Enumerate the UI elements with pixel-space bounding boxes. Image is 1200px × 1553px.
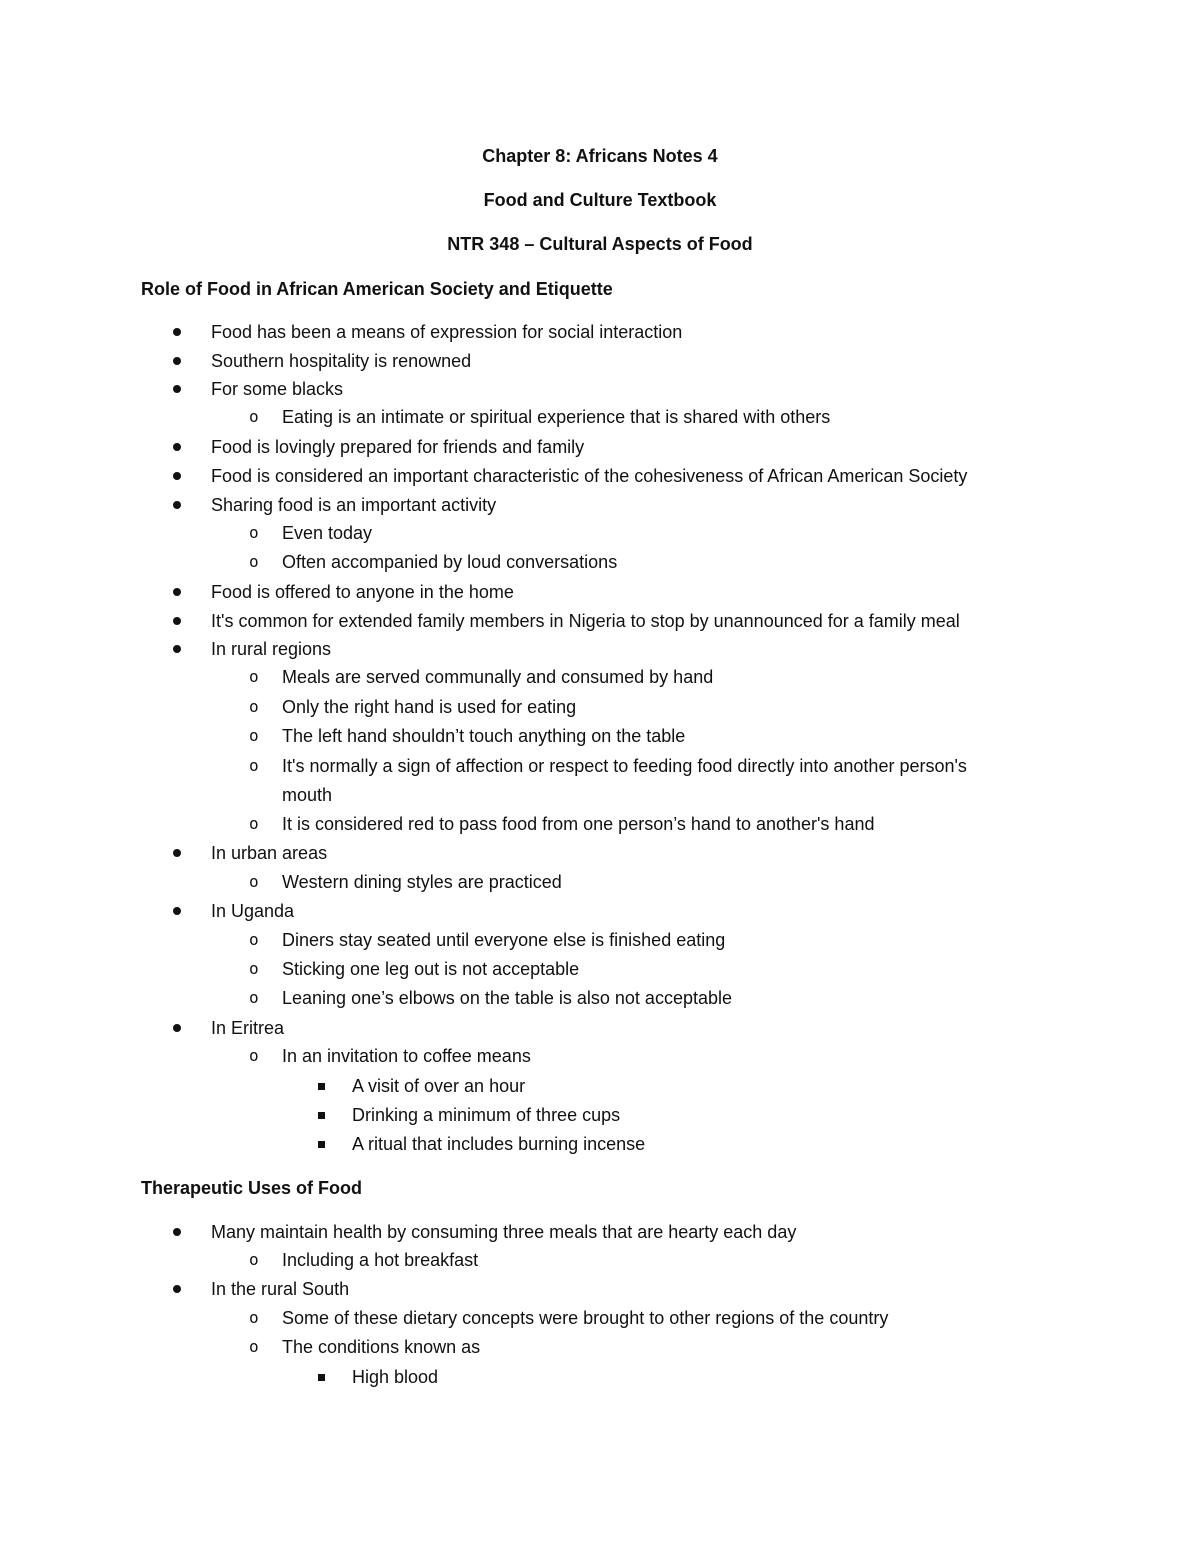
list-item: o Often accompanied by loud conversations	[249, 552, 618, 572]
bullet-icon	[173, 849, 181, 857]
circle-bullet-icon: o	[249, 523, 259, 542]
square-bullet-icon	[318, 1083, 325, 1090]
list-item: Sharing food is an important activity	[211, 493, 496, 517]
section-heading-therapeutic-uses: Therapeutic Uses of Food	[141, 1178, 363, 1198]
list-item: o Western dining styles are practiced	[249, 872, 562, 892]
circle-bullet-icon: o	[249, 1250, 259, 1269]
list-item: o Eating is an intimate or spiritual experience that is shared with others	[249, 407, 831, 427]
document-title: Chapter 8: Africans Notes 4	[482, 146, 718, 166]
list-item: Food is offered to anyone in the home	[211, 580, 514, 604]
circle-bullet-icon: o	[249, 1308, 259, 1327]
bullet-icon	[173, 443, 181, 451]
circle-bullet-icon: o	[249, 726, 259, 745]
list-item: In urban areas	[211, 841, 327, 865]
list-item: A ritual that includes burning incense	[352, 1132, 645, 1156]
circle-bullet-icon: o	[249, 407, 259, 426]
list-item: Many maintain health by consuming three meals that are hearty each day	[211, 1220, 796, 1244]
circle-bullet-icon: o	[249, 1337, 259, 1356]
list-item: o Only the right hand is used for eating	[249, 697, 577, 717]
list-item: In the rural South	[211, 1277, 349, 1301]
circle-bullet-icon: o	[249, 552, 259, 571]
list-item: o The conditions known as	[249, 1337, 481, 1357]
bullet-icon	[173, 472, 181, 480]
list-item: o Even today	[249, 523, 373, 543]
bullet-icon	[173, 1285, 181, 1293]
section-heading-role-of-food: Role of Food in African American Society and Etiquette	[141, 279, 613, 299]
square-bullet-icon	[318, 1374, 325, 1381]
list-item: In Eritrea	[211, 1016, 284, 1040]
circle-bullet-icon: o	[249, 959, 259, 978]
list-item: A visit of over an hour	[352, 1074, 525, 1098]
list-item: o In an invitation to coffee means	[249, 1046, 531, 1066]
list-item: Food has been a means of expression for social interaction	[211, 320, 682, 344]
square-bullet-icon	[318, 1141, 325, 1148]
list-item: o It is considered red to pass food from one person’s hand to another's hand	[249, 814, 875, 834]
list-item: o It's normally a sign of affection or respect to feeding food directly into another person's	[249, 756, 967, 776]
list-item: Food is lovingly prepared for friends and family	[211, 435, 584, 459]
bullet-icon	[173, 501, 181, 509]
bullet-icon	[173, 385, 181, 393]
list-item: o Leaning one’s elbows on the table is also not acceptable	[249, 988, 732, 1008]
list-item: o Diners stay seated until everyone else is finished eating	[249, 930, 726, 950]
list-item: High blood	[352, 1365, 438, 1389]
list-item: Southern hospitality is renowned	[211, 349, 471, 373]
list-item: It's common for extended family members in Nigeria to stop by unannounced for a family meal	[211, 609, 960, 633]
bullet-icon	[173, 617, 181, 625]
course-title: NTR 348 – Cultural Aspects of Food	[447, 234, 753, 254]
list-item: o Including a hot breakfast	[249, 1250, 479, 1270]
circle-bullet-icon: o	[249, 756, 259, 775]
bullet-icon	[173, 645, 181, 653]
circle-bullet-icon: o	[249, 814, 259, 833]
circle-bullet-icon: o	[249, 988, 259, 1007]
list-item: In Uganda	[211, 899, 294, 923]
bullet-icon	[173, 1024, 181, 1032]
document-subtitle: Food and Culture Textbook	[483, 190, 717, 210]
circle-bullet-icon: o	[249, 697, 259, 716]
bullet-icon	[173, 588, 181, 596]
list-item: o Some of these dietary concepts were brought to other regions of the country	[249, 1308, 889, 1328]
circle-bullet-icon: o	[249, 930, 259, 949]
list-item: Food is considered an important characteristic of the cohesiveness of African American Society	[211, 464, 967, 488]
bullet-icon	[173, 357, 181, 365]
list-item: o Meals are served communally and consumed by hand	[249, 667, 714, 687]
circle-bullet-icon: o	[249, 667, 259, 686]
list-item: o Sticking one leg out is not acceptable	[249, 959, 580, 979]
square-bullet-icon	[318, 1112, 325, 1119]
list-item-continuation: mouth	[282, 785, 333, 805]
bullet-icon	[173, 1228, 181, 1236]
list-item: In rural regions	[211, 637, 331, 661]
bullet-icon	[173, 907, 181, 915]
list-item: For some blacks	[211, 377, 343, 401]
circle-bullet-icon: o	[249, 872, 259, 891]
list-item: o The left hand shouldn’t touch anything on the table	[249, 726, 686, 746]
circle-bullet-icon: o	[249, 1046, 259, 1065]
list-item: Drinking a minimum of three cups	[352, 1103, 620, 1127]
bullet-icon	[173, 328, 181, 336]
